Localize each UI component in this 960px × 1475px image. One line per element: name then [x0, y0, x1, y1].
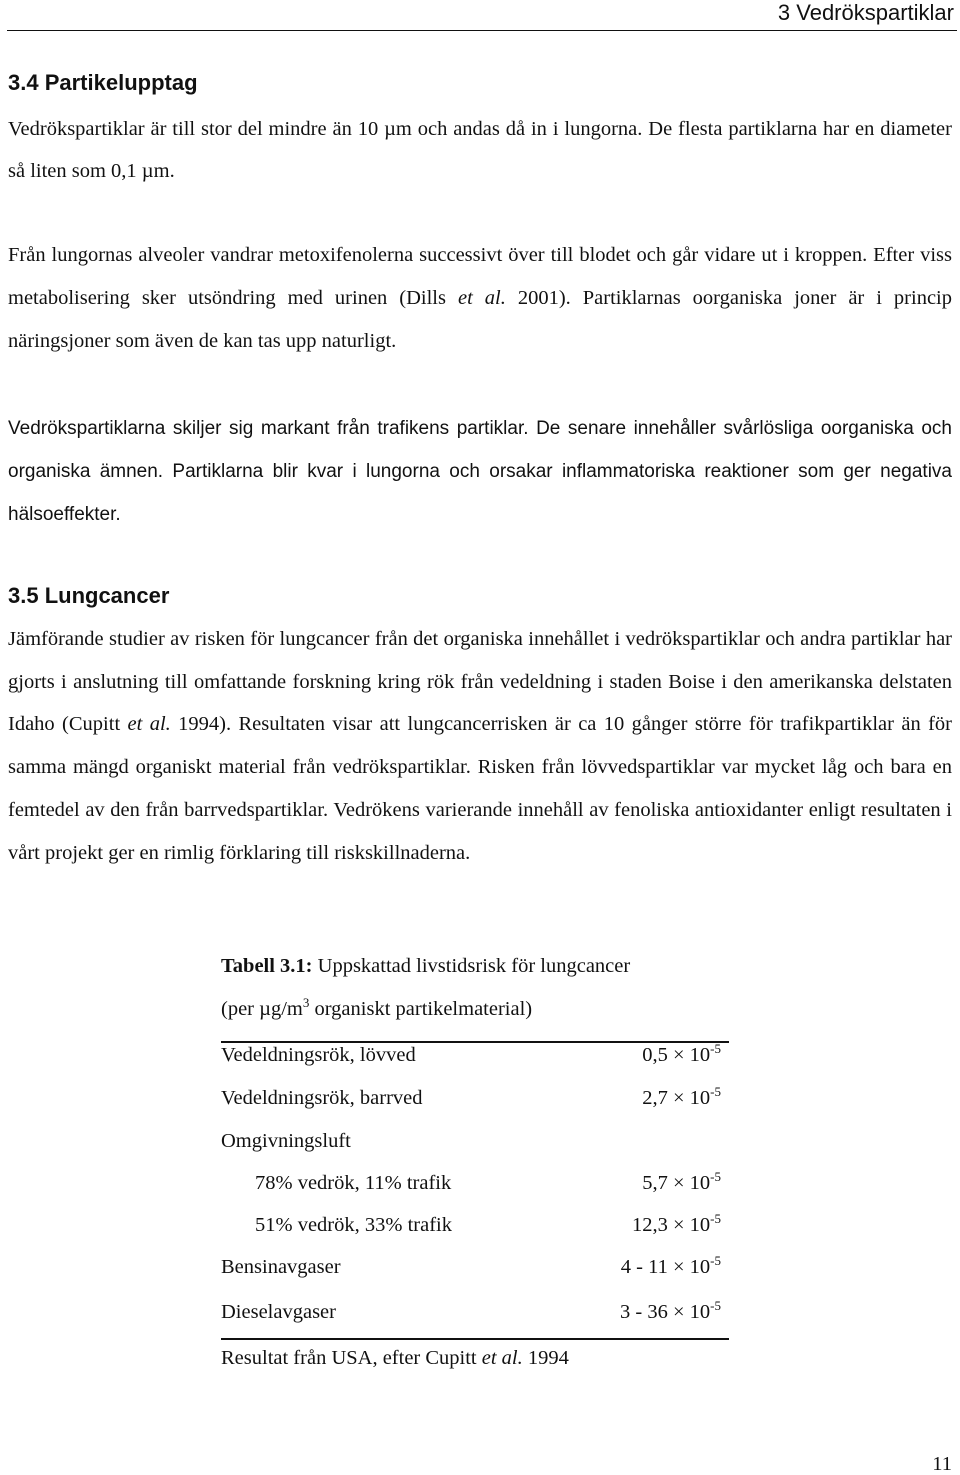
table-row: [221, 1167, 721, 1199]
paragraph-metabolism: [8, 234, 952, 363]
table-caption-units-a: (per µg/m: [221, 998, 303, 1020]
table-caption-units-b: organiskt partikelmaterial): [309, 998, 533, 1020]
paragraph-study-text-b: 1994). Resultaten visar att lungcancerrisken är ca 10 gånger större för trafikpartiklar än för samma mängd organiskt material från vedrökspartiklar. Risken från lövvedspartiklar var mycket låg och bara en femtedel av den från barrvedspartiklar. Vedrökens varierande innehåll av fenoliska antioxidanter enligt resultaten i vårt projekt ger en rimlig förklaring till riskskillnaderna.: [8, 713, 952, 864]
paragraph-study-text-a: Jämförande studier av risken för lungcancer från det organiska innehållet i vedrökspartiklar och andra partiklar har gjorts i anslutning till omfattande forskning kring rök från vedeldning i staden Boise i den amerikanska delstaten Idaho (Cupitt: [8, 628, 952, 736]
citation-etal: et al.: [457, 287, 506, 309]
table-row: [221, 1082, 721, 1114]
row-value: $4 - 11 \times 10^{-5}$: [620, 1253, 721, 1278]
table-caption-label: Tabell 3.1:: [221, 955, 313, 977]
table-source: [221, 1342, 569, 1374]
paragraph-metabolism-text-a: Från lungornas alveoler vandrar metoxifenolerna successivt över till blodet och går vidare ut i kroppen. Efter viss metabolisering sker utsöndring med urinen (Dills: [8, 244, 952, 309]
row-value: $3 - 36 \times 10^{-5}$: [620, 1298, 721, 1323]
page-number: 11: [932, 1453, 952, 1475]
table-source-a: Resultat från USA, efter Cupitt: [221, 1347, 482, 1369]
row-label: Omgivningsluft: [221, 1130, 351, 1152]
row-value: $5,7 \times 10^{-5}$: [642, 1169, 721, 1194]
paragraph-traffic-comparison: Vedrökspartiklarna skiljer sig markant från trafikens partiklar. De senare innehåller svårlösliga oorganiska och organiska ämnen. Partiklarna blir kvar i lungorna och orsakar inflammatoriska reaktioner som ger negativa hälsoeffekter.: [8, 418, 952, 525]
citation-etal: et al.: [481, 1347, 523, 1369]
table-caption-text: Uppskattad livstidsrisk för lungcancer: [312, 955, 631, 977]
citation-etal: et al.: [127, 713, 171, 736]
table-source-b: 1994: [522, 1347, 569, 1369]
paragraph-particle-size: Vedrökspartiklar är till stor del mindre än 10 µm och andas då in i lungorna. De flesta partiklarna har en diameter så liten som 0,1 µm.: [8, 118, 952, 182]
table-bottom-rule: [221, 1338, 729, 1340]
section-heading-partikelupptag: 3.4 Partikelupptag: [8, 70, 198, 95]
row-label: Vedeldningsrök, lövved: [221, 1044, 416, 1066]
running-header: 3 Vedrökspartiklar: [777, 0, 954, 25]
table-row: [221, 1296, 721, 1328]
table-caption: [221, 950, 630, 982]
row-value: $0,5 \times 10^{-5}$: [642, 1041, 721, 1066]
paragraph-lung-cancer-study: [8, 618, 952, 874]
row-value: $2,7 \times 10^{-5}$: [642, 1084, 721, 1109]
table-row: [221, 1039, 721, 1071]
section-heading-lungcancer: 3.5 Lungcancer: [8, 583, 170, 608]
header-rule: [7, 30, 957, 31]
row-label: Dieselavgaser: [221, 1301, 336, 1323]
paragraph-metabolism-text-b: 2001). Partiklarnas oorganiska joner är i princip näringsjoner som även de kan tas upp naturligt.: [8, 287, 952, 352]
table-row: [221, 1125, 721, 1157]
row-label: Vedeldningsrök, barrved: [221, 1087, 423, 1109]
row-value: $12,3 \times 10^{-5}$: [631, 1211, 721, 1236]
row-label: 78% vedrök, 11% trafik: [255, 1172, 452, 1194]
table-row: [221, 1251, 721, 1283]
row-label: Bensinavgaser: [221, 1256, 341, 1278]
row-label: 51% vedrök, 33% trafik: [255, 1214, 452, 1236]
table-caption-units-sup: 3: [302, 995, 310, 1011]
table-caption-units: [221, 993, 532, 1025]
table-row: [221, 1209, 721, 1241]
